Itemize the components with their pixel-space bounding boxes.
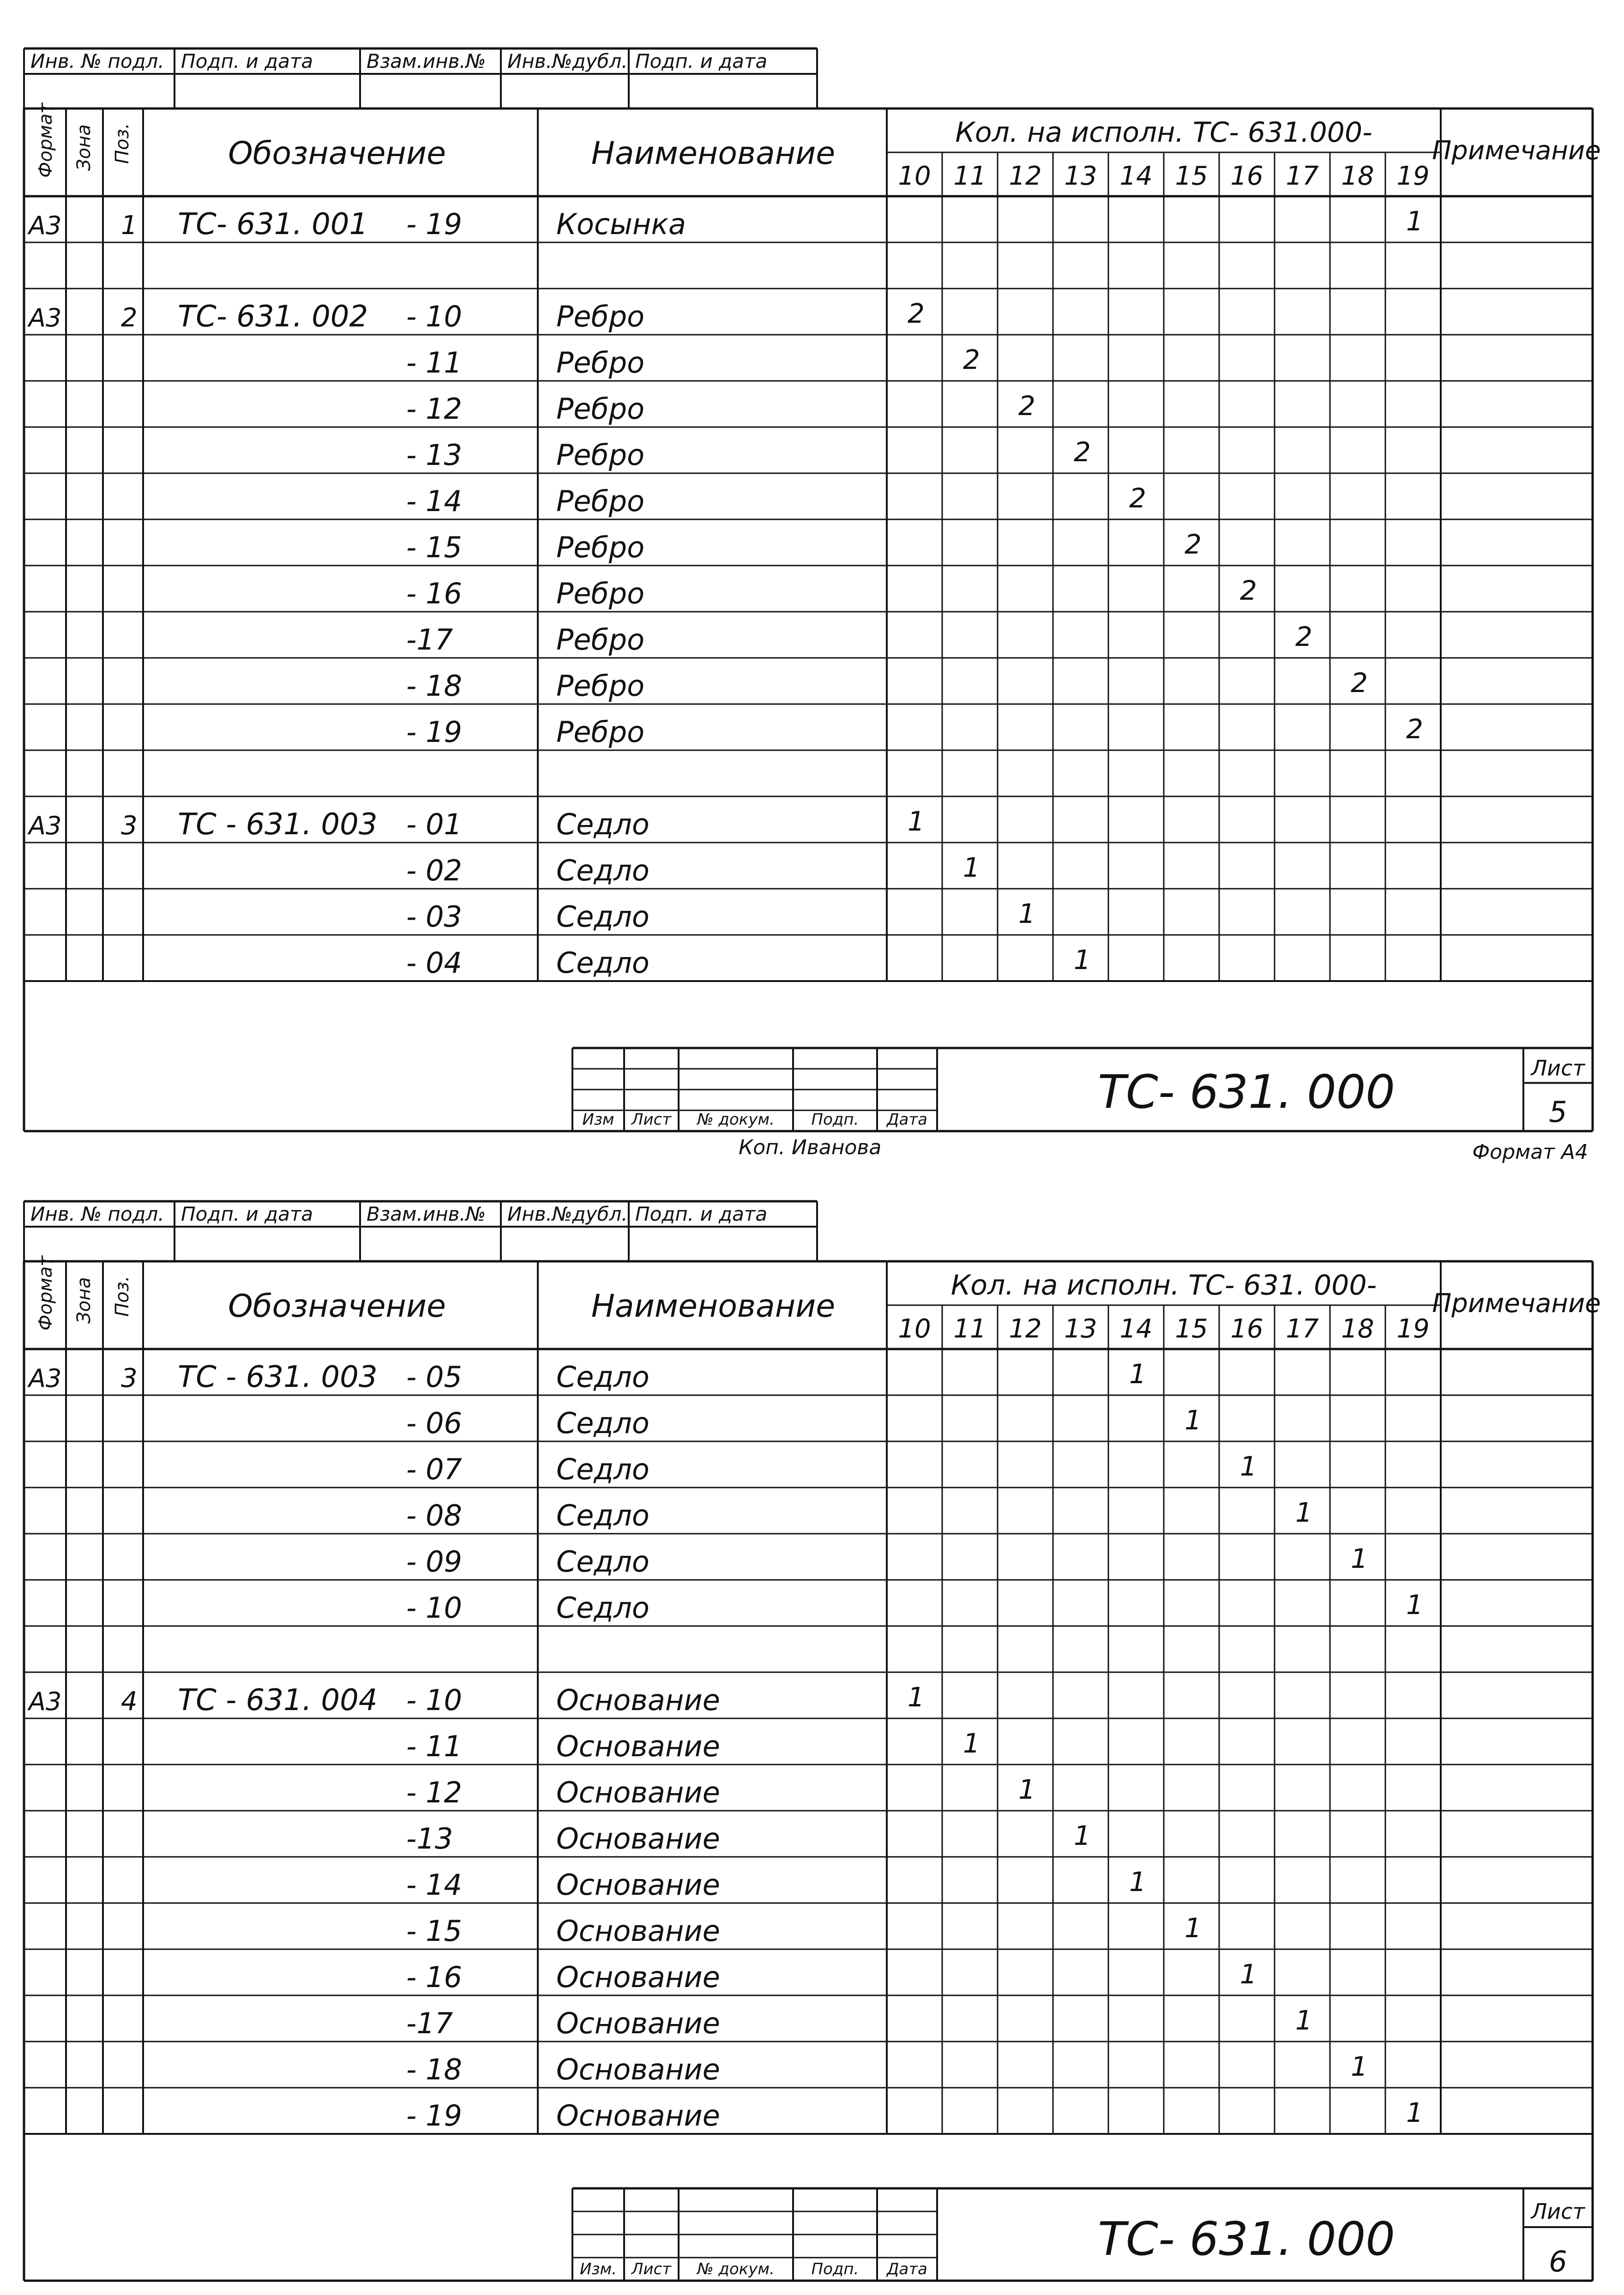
cell-designation-suffix: - 18	[406, 2053, 462, 2086]
cell-designation-suffix: - 16	[406, 1960, 462, 1994]
cell-quantity: 2	[1018, 390, 1035, 422]
cell-designation: ТС - 631. 003	[178, 1360, 378, 1394]
variant-number: 18	[1341, 1314, 1374, 1344]
format-note: Формат А4	[1472, 1140, 1588, 1164]
cell-name: Основание	[556, 2053, 720, 2086]
table-row	[24, 1912, 1593, 1949]
variant-number: 16	[1230, 161, 1263, 191]
cell-quantity: 2	[1351, 667, 1368, 699]
cell-designation-suffix: - 08	[406, 1499, 462, 1532]
header-zone: Зона	[73, 1277, 95, 1324]
table-row	[24, 1358, 1593, 1395]
cell-name: Ребро	[556, 438, 645, 472]
document-code: ТС- 631. 000	[1097, 2212, 1395, 2266]
variant-number: 15	[1175, 1314, 1208, 1344]
cell-quantity: 2	[1295, 621, 1312, 652]
cell-quantity: 1	[1295, 2005, 1312, 2036]
cell-name: Седло	[556, 1406, 650, 1440]
cell-quantity: 1	[1351, 1543, 1368, 1574]
cell-name: Седло	[556, 854, 650, 887]
table-row	[24, 2051, 1593, 2088]
header-quantity-title: Кол. на исполн. ТС- 631. 000-	[950, 1269, 1377, 1301]
cell-quantity: 1	[963, 1728, 980, 1759]
cell-designation-suffix: - 10	[406, 1683, 462, 1717]
cell-quantity: 1	[963, 852, 980, 883]
cell-designation-suffix: - 19	[406, 715, 462, 749]
cell-designation-suffix: - 14	[406, 1868, 462, 1902]
cell-name: Ребро	[556, 346, 645, 379]
table-row	[24, 1820, 1593, 1857]
cell-quantity: 2	[1240, 575, 1257, 606]
cell-quantity: 1	[1185, 1404, 1202, 1436]
table-row	[24, 667, 1593, 704]
stamp-cell-label: Взам.инв.№	[367, 1203, 486, 1225]
cell-name: Седло	[556, 1360, 650, 1394]
table-row	[24, 298, 1593, 335]
cell-designation-suffix: - 01	[406, 807, 462, 841]
table-row	[24, 2005, 1593, 2042]
cell-pos: 1	[121, 211, 138, 241]
spec-table	[24, 1255, 1601, 2281]
table-row	[24, 2097, 1593, 2134]
table-row	[24, 390, 1593, 427]
cell-quantity: 1	[1406, 2097, 1423, 2128]
header-quantity-title: Кол. на исполн. ТС- 631.000-	[955, 116, 1372, 149]
table-row	[24, 205, 1593, 242]
cell-name: Седло	[556, 1499, 650, 1532]
variant-number: 11	[953, 161, 986, 191]
stamp-cell-label: Инв.№дубл.	[507, 50, 628, 72]
cell-pos: 2	[121, 303, 138, 333]
cell-quantity: 1	[1240, 1451, 1257, 1482]
cell-name: Седло	[556, 807, 650, 841]
cell-name: Основание	[556, 1776, 720, 1809]
table-row	[24, 529, 1593, 566]
cell-designation: ТС - 631. 004	[178, 1683, 378, 1717]
table-row	[24, 1774, 1593, 1811]
cell-name: Седло	[556, 1591, 650, 1625]
cell-designation-suffix: - 04	[406, 946, 462, 980]
cell-quantity: 1	[908, 806, 925, 837]
cell-designation-suffix: - 09	[406, 1545, 462, 1578]
cell-designation-suffix: - 07	[406, 1452, 462, 1486]
cell-quantity: 1	[1129, 1866, 1146, 1897]
table-row	[24, 898, 1593, 935]
header-format: Формат	[35, 1255, 56, 1331]
variant-number: 12	[1009, 161, 1042, 191]
cell-designation-suffix: - 19	[406, 207, 462, 241]
table-row	[24, 621, 1593, 658]
cell-designation-suffix: - 06	[406, 1406, 462, 1440]
cell-pos: 3	[121, 811, 138, 841]
cell-name: Основание	[556, 1729, 720, 1763]
cell-name: Ребро	[556, 577, 645, 610]
header-note: Примечание	[1432, 1289, 1601, 1319]
cell-quantity: 1	[1406, 205, 1423, 237]
cell-designation-suffix: - 14	[406, 484, 462, 518]
cell-format: А3	[29, 811, 62, 840]
cell-designation-suffix: - 10	[406, 1591, 462, 1625]
specification-sheet-6	[0, 1200, 1624, 2295]
sheet-number: 5	[1549, 1095, 1567, 1129]
cell-quantity: 2	[908, 298, 925, 329]
inventory-stamp	[24, 1201, 817, 1261]
cell-name: Ребро	[556, 300, 645, 333]
cell-format: А3	[29, 211, 62, 240]
cell-name: Основание	[556, 2099, 720, 2132]
cell-designation-suffix: - 10	[406, 300, 462, 333]
table-row	[24, 482, 1593, 519]
table-row	[24, 1866, 1593, 1903]
cell-format: А3	[29, 303, 62, 332]
stamp-cell-label: Подп. и дата	[181, 50, 313, 72]
variant-number: 11	[953, 1314, 986, 1344]
header-format: Формат	[35, 102, 56, 178]
spec-table	[24, 102, 1601, 1131]
table-row	[24, 806, 1593, 843]
cell-name: Ребро	[556, 484, 645, 518]
cell-quantity: 2	[1074, 436, 1091, 468]
variant-number: 10	[898, 161, 931, 191]
header-designation: Обозначение	[228, 1288, 446, 1325]
copied-by-note: Коп. Иванова	[739, 1136, 882, 1159]
cell-designation-suffix: - 12	[406, 1776, 462, 1809]
variant-number: 13	[1064, 1314, 1097, 1344]
cell-quantity: 1	[1406, 1589, 1423, 1620]
cell-quantity: 1	[1074, 1820, 1091, 1851]
variant-number: 16	[1230, 1314, 1263, 1344]
cell-designation-suffix: - 18	[406, 669, 462, 703]
cell-name: Ребро	[556, 530, 645, 564]
cell-designation-suffix: - 03	[406, 900, 462, 934]
title-block-label: Подп.	[811, 1110, 859, 1129]
stamp-cell-label: Инв.№дубл.	[507, 1203, 628, 1225]
header-pos: Поз.	[112, 1276, 133, 1317]
cell-quantity: 1	[1240, 1958, 1257, 1990]
title-block-label: № докум.	[697, 2260, 775, 2278]
stamp-cell-label: Подп. и дата	[181, 1203, 313, 1225]
cell-quantity: 1	[1295, 1497, 1312, 1528]
stamp-cell-label: Взам.инв.№	[367, 50, 486, 72]
table-row	[24, 852, 1593, 889]
table-row	[24, 1589, 1593, 1626]
variant-number: 12	[1009, 1314, 1042, 1344]
cell-designation: ТС- 631. 002	[178, 300, 368, 334]
table-row	[24, 1958, 1593, 1995]
cell-name: Основание	[556, 1914, 720, 1948]
variant-number: 15	[1175, 161, 1208, 191]
cell-designation-suffix: -17	[406, 2006, 453, 2040]
variant-number: 17	[1286, 161, 1319, 191]
table-row	[24, 1681, 1593, 1718]
cell-pos: 3	[121, 1363, 138, 1393]
cell-quantity: 1	[1351, 2051, 1368, 2082]
cell-designation: ТС - 631. 003	[178, 807, 378, 842]
cell-quantity: 1	[1018, 1774, 1035, 1805]
table-row	[24, 1404, 1593, 1441]
cell-name: Основание	[556, 1683, 720, 1717]
variant-number: 19	[1396, 1314, 1430, 1344]
variant-number: 19	[1396, 161, 1430, 191]
cell-quantity: 2	[963, 344, 980, 375]
cell-quantity: 1	[1129, 1358, 1146, 1390]
cell-name: Ребро	[556, 715, 645, 749]
title-block-label: Дата	[886, 2260, 928, 2278]
cell-designation-suffix: - 11	[406, 346, 462, 379]
sheet-number: 6	[1549, 2245, 1567, 2278]
cell-designation-suffix: - 02	[406, 854, 462, 887]
variant-number: 10	[898, 1314, 931, 1344]
cell-designation-suffix: - 05	[406, 1360, 462, 1394]
title-block-label: Лист	[631, 2260, 672, 2278]
cell-designation-suffix: - 12	[406, 392, 462, 426]
title-block	[572, 1048, 1593, 1131]
stamp-cell-label: Инв. № подл.	[30, 1203, 164, 1225]
variant-number: 14	[1119, 161, 1153, 191]
cell-name: Ребро	[556, 392, 645, 426]
cell-name: Седло	[556, 1545, 650, 1578]
table-row	[24, 1497, 1593, 1534]
table-row	[24, 1728, 1593, 1765]
cell-name: Седло	[556, 1452, 650, 1486]
cell-designation-suffix: - 15	[406, 1914, 462, 1948]
cell-quantity: 1	[1074, 944, 1091, 976]
stamp-cell-label: Инв. № подл.	[30, 50, 164, 72]
cell-format: А3	[29, 1687, 62, 1716]
cell-designation-suffix: - 16	[406, 577, 462, 610]
table-row	[24, 436, 1593, 473]
table-row	[24, 713, 1593, 750]
header-name: Наименование	[591, 1288, 836, 1325]
title-block-label: № докум.	[697, 1110, 775, 1129]
cell-designation-suffix: - 11	[406, 1729, 462, 1763]
sheet-label: Лист	[1531, 2199, 1585, 2224]
stamp-cell-label: Подп. и дата	[635, 1203, 768, 1225]
cell-name: Основание	[556, 1822, 720, 1855]
title-block-label: Лист	[631, 1110, 672, 1129]
variant-number: 13	[1064, 161, 1097, 191]
cell-quantity: 2	[1406, 713, 1423, 745]
variant-number: 18	[1341, 161, 1374, 191]
variant-number: 14	[1119, 1314, 1153, 1344]
cell-quantity: 1	[1018, 898, 1035, 929]
cell-pos: 4	[121, 1687, 138, 1717]
cell-name: Ребро	[556, 623, 645, 657]
cell-designation: ТС- 631. 001	[178, 207, 368, 241]
title-block	[572, 2188, 1593, 2281]
cell-quantity: 2	[1185, 529, 1202, 560]
cell-name: Седло	[556, 946, 650, 980]
sheet-drawing	[0, 1200, 1624, 2295]
title-block-label: Изм	[582, 1110, 614, 1129]
cell-designation-suffix: -13	[406, 1822, 453, 1855]
inventory-stamp	[24, 48, 817, 108]
cell-designation-suffix: - 15	[406, 530, 462, 564]
cell-quantity: 1	[1185, 1912, 1202, 1944]
cell-name: Ребро	[556, 669, 645, 703]
cell-name: Основание	[556, 1868, 720, 1902]
cell-name: Седло	[556, 900, 650, 934]
cell-name: Косынка	[556, 207, 686, 241]
title-block-label: Дата	[886, 1110, 928, 1129]
cell-designation-suffix: - 13	[406, 438, 462, 472]
table-row	[24, 1451, 1593, 1488]
table-row	[24, 944, 1593, 981]
cell-designation-suffix: - 19	[406, 2099, 462, 2132]
header-name: Наименование	[591, 135, 836, 172]
sheet-label: Лист	[1531, 1055, 1585, 1081]
cell-quantity: 1	[908, 1681, 925, 1713]
table-row	[24, 344, 1593, 381]
table-row	[24, 1543, 1593, 1580]
document-code: ТС- 631. 000	[1097, 1065, 1395, 1119]
header-note: Примечание	[1432, 136, 1601, 166]
variant-number: 17	[1286, 1314, 1319, 1344]
stamp-cell-label: Подп. и дата	[635, 50, 768, 72]
header-pos: Поз.	[112, 123, 133, 164]
title-block-label: Изм.	[580, 2260, 617, 2278]
cell-name: Основание	[556, 2006, 720, 2040]
table-row	[24, 575, 1593, 612]
cell-name: Основание	[556, 1960, 720, 1994]
header-designation: Обозначение	[228, 135, 446, 172]
header-zone: Зона	[73, 124, 95, 171]
cell-format: А3	[29, 1364, 62, 1393]
title-block-label: Подп.	[811, 2260, 859, 2278]
cell-designation-suffix: -17	[406, 623, 453, 657]
cell-quantity: 2	[1129, 482, 1146, 514]
